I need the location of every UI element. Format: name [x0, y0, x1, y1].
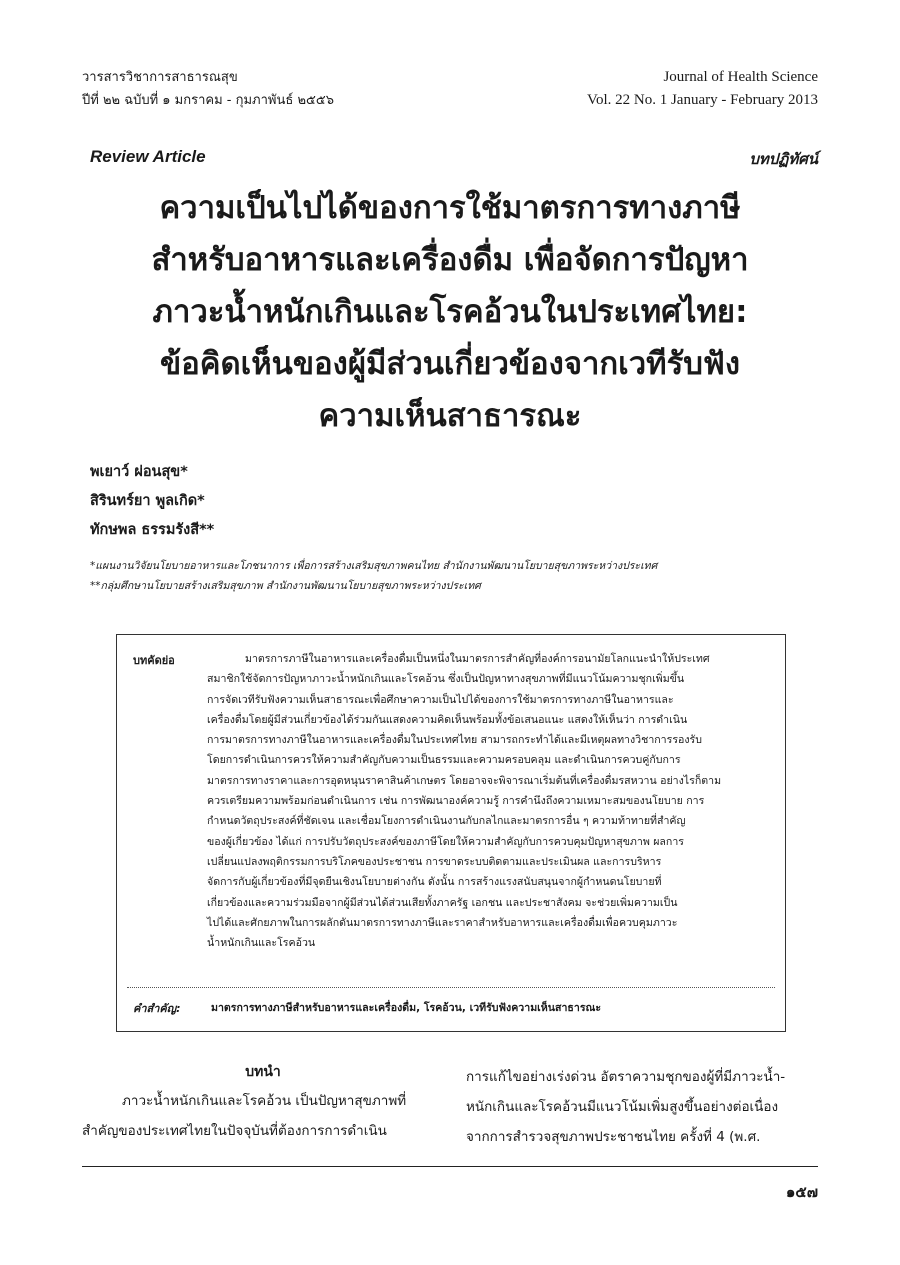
journal-name-english: Journal of Health Science — [663, 69, 818, 85]
section-heading-introduction: บทนำ — [245, 1064, 281, 1080]
abstract-line: การจัดเวทีรับฟังความเห็นสาธารณะเพื่อศึกษาความเป็นไปได้ของการใช้มาตรการทางภาษีในอาหารและ — [207, 693, 674, 706]
abstract-line: น้ำหนักเกินและโรคอ้วน — [207, 937, 316, 950]
body-line: ภาวะน้ำหนักเกินและโรคอ้วน เป็นปัญหาสุขภาพที่ — [122, 1093, 407, 1109]
article-title — [70, 182, 830, 442]
body-line: หนักเกินและโรคอ้วนมีแนวโน้มเพิ่มสูงขึ้นอย่างต่อเนื่อง — [466, 1099, 779, 1115]
keywords-label: คำสำคัญ: — [133, 1002, 181, 1015]
journal-name-thai: วารสารวิชาการสาธารณสุข — [82, 70, 238, 85]
article-type-thai: บทปฏิทัศน์ — [749, 150, 818, 168]
title-line: ความเป็นไปได้ของการใช้มาตรการทางภาษี — [159, 190, 741, 226]
affiliations — [90, 556, 657, 596]
abstract-line: ไปได้และศักยภาพในการผลักดันมาตรการทางภาษีและราคาสำหรับอาหารและเครื่องดื่มเพื่อควบคุมภาวะ — [207, 916, 678, 929]
issue-info-english: Vol. 22 No. 1 January - February 2013 — [587, 92, 818, 108]
title-line: ความเห็นสาธารณะ — [318, 398, 582, 434]
author-name: ทักษพล ธรรมรังสี** — [90, 522, 215, 538]
abstract-label: บทคัดย่อ — [133, 654, 175, 667]
abstract-line: ควรเตรียมความพร้อมก่อนดำเนินการ เช่น การพัฒนาองค์ความรู้ การคำนึงถึงความเหมาะสมของนโยบาย การ — [207, 795, 705, 808]
author-name: พเยาว์ ผ่อนสุข* — [90, 464, 188, 480]
abstract-line: จัดการกับผู้เกี่ยวข้องที่มีจุดยืนเชิงนโยบายต่างกัน ดังนั้น การสร้างแรงสนับสนุนจากผู้กำหนดนโยบายที่ — [207, 876, 662, 889]
title-line: ข้อคิดเห็นของผู้มีส่วนเกี่ยวข้องจากเวทีรับฟัง — [159, 346, 741, 382]
abstract-line: เกี่ยวข้องและความร่วมมือจากผู้มีส่วนได้ส่วนเสียทั้งภาครัฐ เอกชน และประชาสังคม จะช่วยเพิ่มความเป็น — [207, 896, 678, 909]
abstract-line: มาตรการภาษีในอาหารและเครื่องดื่มเป็นหนึ่งในมาตรการสำคัญที่องค์การอนามัยโลกแนะนำให้ประเทศ — [245, 653, 710, 665]
title-line: สำหรับอาหารและเครื่องดื่ม เพื่อจัดการปัญหา — [151, 242, 749, 278]
affiliation-line: *แผนงานวิจัยนโยบายอาหารและโภชนาการ เพื่อการสร้างเสริมสุขภาพคนไทย สำนักงานพัฒนานโยบายสุขภาพระหว่างประเทศ — [90, 560, 658, 572]
author-list — [90, 458, 214, 545]
body-column-right — [466, 1062, 818, 1152]
abstract-line: มาตรการทางราคาและการอุดหนุนราคาสินค้าเกษตร โดยอาจจะพิจารณาเริ่มต้นที่เครื่องดื่มรสหวาน อย่างไรก็ตาม — [207, 774, 722, 787]
affiliation-line: **กลุ่มศึกษานโยบายสร้างเสริมสุขภาพ สำนักงานพัฒนานโยบายสุขภาพระหว่างประเทศ — [90, 580, 481, 592]
body-line: สำคัญของประเทศไทยในปัจจุบันที่ต้องการการดำเนิน — [82, 1123, 387, 1139]
abstract-line: โดยการดำเนินการควรให้ความสำคัญกับความเป็นธรรมและความครอบคลุม และดำเนินการควบคู่กับการ — [207, 754, 681, 767]
keywords-text: มาตรการทางภาษีสำหรับอาหารและเครื่องดื่ม, โรคอ้วน, เวทีรับฟังความเห็นสาธารณะ — [211, 1002, 602, 1014]
abstract-text — [207, 649, 775, 953]
abstract-line: เปลี่ยนแปลงพฤติกรรมการบริโภคของประชาชน การขาดระบบติดตามและประเมินผล และการบริหาร — [207, 855, 662, 868]
abstract-line: การมาตรการทางภาษีในอาหารและเครื่องดื่มในประเทศไทย สามารถกระทำได้และมีเหตุผลทางวิชาการรองรับ — [207, 734, 702, 747]
abstract-line: กำหนดวัตถุประสงค์ที่ชัดเจน และเชื่อมโยงการดำเนินงานกับกลไกและมาตรการอื่น ๆ ความท้าทายที่สำคัญ — [207, 815, 686, 828]
article-type-english: Review Article — [90, 147, 206, 166]
footer-rule — [82, 1166, 818, 1167]
abstract-divider — [127, 987, 775, 988]
body-line: การแก้ไขอย่างเร่งด่วน อัตราความชุกของผู้ที่มีภาวะน้ำ- — [466, 1069, 786, 1085]
title-line: ภาวะน้ำหนักเกินและโรคอ้วนในประเทศไทย: — [152, 294, 748, 330]
abstract-line: ของผู้เกี่ยวข้อง ได้แก่ การปรับวัตถุประสงค์ของภาษีโดยให้ความสำคัญกับการควบคุมปัญหาสุขภาพ ผลการ — [207, 835, 684, 848]
issue-info-thai: ปีที่ ๒๒ ฉบับที่ ๑ มกราคม - กุมภาพันธ์ ๒๕๕๖ — [82, 93, 334, 108]
running-header-english — [587, 66, 818, 112]
page-number: ๑๕๗ — [785, 1183, 818, 1201]
body-column-left — [82, 1058, 444, 1146]
body-line: จากการสำรวจสุขภาพประชาชนไทย ครั้งที่ 4 (พ.ศ. — [466, 1129, 761, 1145]
author-name: สิรินทร์ยา พูลเกิด* — [90, 493, 205, 509]
abstract-box — [116, 634, 786, 1032]
running-header-thai — [82, 66, 334, 112]
abstract-line: สมาชิกใช้จัดการปัญหาภาวะน้ำหนักเกินและโรคอ้วน ซึ่งเป็นปัญหาทางสุขภาพที่มีแนวโน้มความชุกเพิ่มขึ้น — [207, 673, 685, 686]
abstract-line: เครื่องดื่มโดยผู้มีส่วนเกี่ยวข้องได้ร่วมกันแสดงความคิดเห็นพร้อมทั้งข้อเสนอแนะ แสดงให้เห็นว่า การดำเนิน — [207, 713, 688, 726]
